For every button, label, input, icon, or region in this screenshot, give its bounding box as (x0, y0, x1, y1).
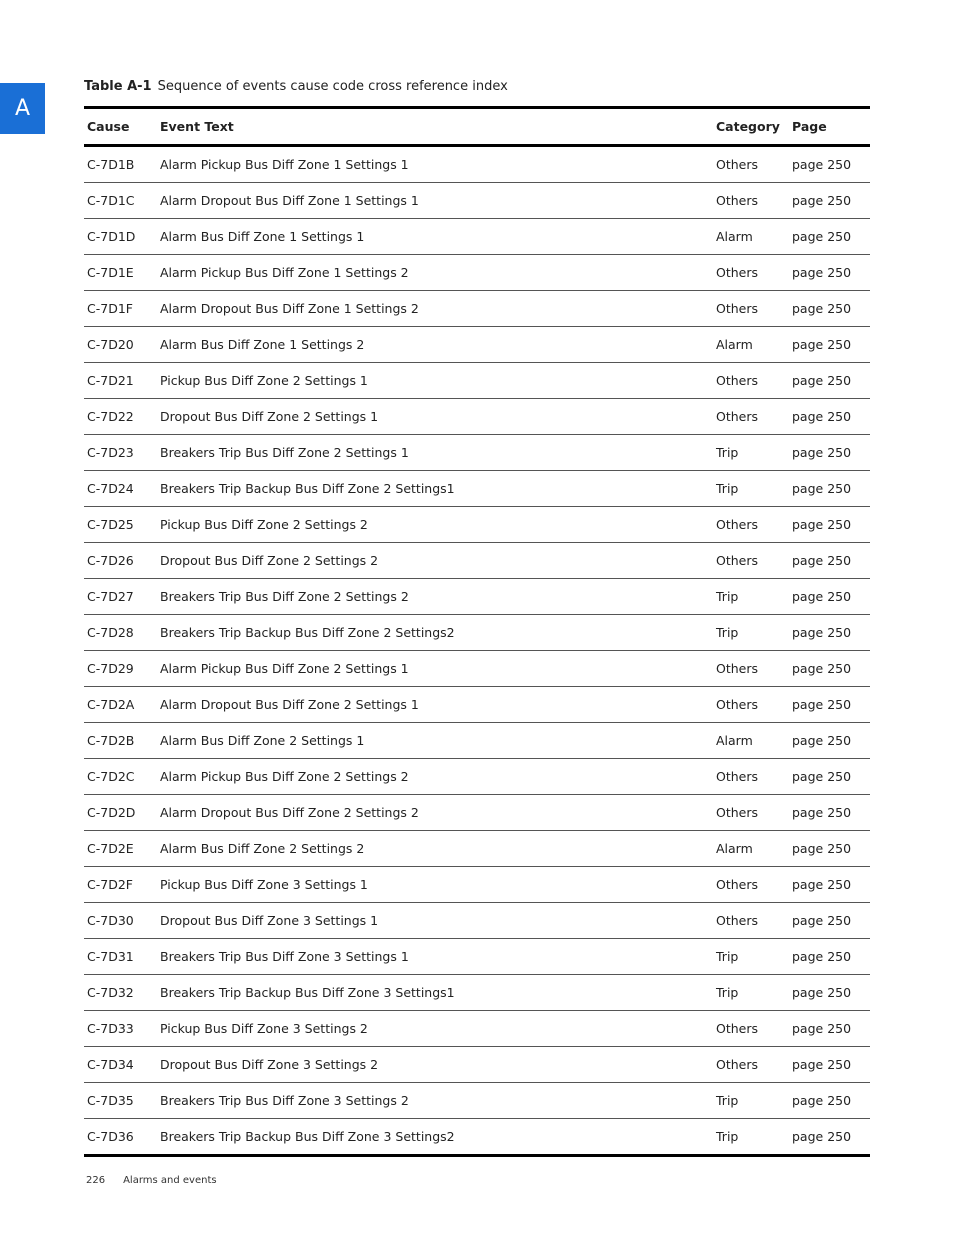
cell-page: page 250 (792, 265, 852, 280)
cell-page: page 250 (792, 409, 852, 424)
cell-category: Others (716, 157, 759, 172)
cell-event-text: Alarm Dropout Bus Diff Zone 1 Settings 1 (160, 193, 419, 208)
cell-cause: C-7D30 (87, 913, 134, 928)
cell-page: page 250 (792, 373, 852, 388)
cell-event-text: Alarm Bus Diff Zone 1 Settings 2 (160, 337, 365, 352)
cell-cause: C-7D32 (87, 985, 134, 1000)
cell-cause: C-7D23 (87, 445, 134, 460)
cell-cause: C-7D2A (87, 697, 135, 712)
cell-page: page 250 (792, 985, 852, 1000)
cell-page: page 250 (792, 877, 852, 892)
cell-category: Alarm (716, 229, 753, 244)
cell-category: Trip (716, 949, 739, 964)
table-row (84, 723, 870, 759)
table-row (84, 327, 870, 363)
cell-page: page 250 (792, 589, 852, 604)
cell-category: Others (716, 265, 759, 280)
cell-event-text: Breakers Trip Bus Diff Zone 3 Settings 2 (160, 1093, 409, 1108)
cell-category: Trip (716, 1129, 739, 1144)
cell-page: page 250 (792, 301, 852, 316)
cell-cause: C-7D2B (87, 733, 135, 748)
cell-event-text: Dropout Bus Diff Zone 3 Settings 1 (160, 913, 379, 928)
cell-event-text: Breakers Trip Bus Diff Zone 3 Settings 1 (160, 949, 409, 964)
cell-page: page 250 (792, 697, 852, 712)
header-cause: Cause (87, 119, 130, 134)
cell-category: Others (716, 877, 759, 892)
table-caption-label: Table A-1 (84, 79, 152, 94)
cell-category: Trip (716, 625, 739, 640)
cell-event-text: Alarm Pickup Bus Diff Zone 1 Settings 2 (160, 265, 409, 280)
cell-cause: C-7D31 (87, 949, 134, 964)
table-row (84, 831, 870, 867)
cell-event-text: Dropout Bus Diff Zone 2 Settings 2 (160, 553, 379, 568)
cell-event-text: Alarm Pickup Bus Diff Zone 2 Settings 1 (160, 661, 409, 676)
table-row (84, 579, 870, 615)
cell-page: page 250 (792, 949, 852, 964)
footer-section-title: Alarms and events (123, 1175, 217, 1186)
cell-page: page 250 (792, 445, 852, 460)
cell-cause: C-7D33 (87, 1021, 134, 1036)
cell-cause: C-7D36 (87, 1129, 134, 1144)
footer-page-number: 226 (86, 1175, 106, 1186)
cell-event-text: Pickup Bus Diff Zone 3 Settings 1 (160, 877, 368, 892)
table-row (84, 291, 870, 327)
cell-cause: C-7D35 (87, 1093, 134, 1108)
cell-category: Others (716, 697, 759, 712)
cell-event-text: Alarm Pickup Bus Diff Zone 2 Settings 2 (160, 769, 409, 784)
table-caption (84, 79, 508, 94)
table-row (84, 795, 870, 831)
cell-page: page 250 (792, 517, 852, 532)
cell-cause: C-7D27 (87, 589, 134, 604)
cell-page: page 250 (792, 1057, 852, 1072)
cell-page: page 250 (792, 805, 852, 820)
cell-page: page 250 (792, 913, 852, 928)
cell-category: Trip (716, 589, 739, 604)
cell-cause: C-7D1B (87, 157, 135, 172)
cell-event-text: Alarm Dropout Bus Diff Zone 2 Settings 1 (160, 697, 419, 712)
cell-event-text: Alarm Dropout Bus Diff Zone 2 Settings 2 (160, 805, 419, 820)
table-row (84, 651, 870, 687)
cell-category: Others (716, 913, 759, 928)
table-row (84, 219, 870, 255)
header-category: Category (716, 119, 780, 134)
cell-category: Others (716, 301, 759, 316)
cell-category: Others (716, 661, 759, 676)
cell-cause: C-7D28 (87, 625, 134, 640)
table-row (84, 903, 870, 939)
table-row (84, 183, 870, 219)
cell-page: page 250 (792, 625, 852, 640)
cell-event-text: Dropout Bus Diff Zone 2 Settings 1 (160, 409, 379, 424)
cell-category: Others (716, 1057, 759, 1072)
cell-cause: C-7D1F (87, 301, 133, 316)
cell-cause: C-7D21 (87, 373, 134, 388)
cell-event-text: Pickup Bus Diff Zone 3 Settings 2 (160, 1021, 368, 1036)
table-row (84, 543, 870, 579)
cell-cause: C-7D2D (87, 805, 136, 820)
cell-page: page 250 (792, 841, 852, 856)
table-row (84, 939, 870, 975)
cell-cause: C-7D2C (87, 769, 135, 784)
cell-event-text: Alarm Bus Diff Zone 1 Settings 1 (160, 229, 365, 244)
table-row (84, 687, 870, 723)
table-row (84, 147, 870, 183)
table-row (84, 1047, 870, 1083)
cell-category: Trip (716, 985, 739, 1000)
table-caption-text: Sequence of events cause code cross reference index (157, 79, 508, 94)
cell-event-text: Alarm Dropout Bus Diff Zone 1 Settings 2 (160, 301, 419, 316)
cell-cause: C-7D20 (87, 337, 134, 352)
cell-category: Others (716, 193, 759, 208)
cell-cause: C-7D2F (87, 877, 133, 892)
table-row (84, 471, 870, 507)
cell-event-text: Breakers Trip Backup Bus Diff Zone 3 Settings2 (160, 1129, 455, 1144)
table-header-row (84, 109, 870, 147)
cell-page: page 250 (792, 193, 852, 208)
cell-category: Trip (716, 445, 739, 460)
cell-event-text: Breakers Trip Bus Diff Zone 2 Settings 1 (160, 445, 409, 460)
cell-category: Others (716, 769, 759, 784)
cell-event-text: Dropout Bus Diff Zone 3 Settings 2 (160, 1057, 379, 1072)
header-event-text: Event Text (160, 119, 234, 134)
cell-page: page 250 (792, 337, 852, 352)
cell-event-text: Pickup Bus Diff Zone 2 Settings 2 (160, 517, 368, 532)
cell-event-text: Alarm Pickup Bus Diff Zone 1 Settings 1 (160, 157, 409, 172)
cell-category: Others (716, 805, 759, 820)
cell-cause: C-7D22 (87, 409, 134, 424)
table-row (84, 435, 870, 471)
cell-cause: C-7D1D (87, 229, 136, 244)
cell-page: page 250 (792, 1021, 852, 1036)
cell-category: Trip (716, 1093, 739, 1108)
cell-category: Alarm (716, 841, 753, 856)
table-row (84, 975, 870, 1011)
cell-event-text: Breakers Trip Bus Diff Zone 2 Settings 2 (160, 589, 409, 604)
cause-code-table (84, 106, 870, 1157)
cell-page: page 250 (792, 661, 852, 676)
cell-page: page 250 (792, 1129, 852, 1144)
appendix-tab (0, 83, 45, 134)
cell-event-text: Pickup Bus Diff Zone 2 Settings 1 (160, 373, 368, 388)
table-row (84, 507, 870, 543)
cell-cause: C-7D24 (87, 481, 134, 496)
cell-page: page 250 (792, 229, 852, 244)
table-row (84, 1119, 870, 1154)
cell-cause: C-7D1E (87, 265, 134, 280)
cell-event-text: Alarm Bus Diff Zone 2 Settings 1 (160, 733, 365, 748)
cell-event-text: Alarm Bus Diff Zone 2 Settings 2 (160, 841, 365, 856)
cell-category: Others (716, 373, 759, 388)
table-row (84, 615, 870, 651)
table-row (84, 363, 870, 399)
cell-event-text: Breakers Trip Backup Bus Diff Zone 2 Settings1 (160, 481, 455, 496)
table-row (84, 399, 870, 435)
cell-category: Alarm (716, 337, 753, 352)
cell-category: Others (716, 553, 759, 568)
table-body (84, 147, 870, 1154)
header-page: Page (792, 119, 827, 134)
cell-category: Trip (716, 481, 739, 496)
cell-event-text: Breakers Trip Backup Bus Diff Zone 2 Settings2 (160, 625, 455, 640)
cell-page: page 250 (792, 1093, 852, 1108)
table-row (84, 255, 870, 291)
cell-page: page 250 (792, 481, 852, 496)
cell-page: page 250 (792, 733, 852, 748)
cell-cause: C-7D26 (87, 553, 134, 568)
cell-cause: C-7D2E (87, 841, 134, 856)
cell-event-text: Breakers Trip Backup Bus Diff Zone 3 Settings1 (160, 985, 455, 1000)
page-footer (86, 1175, 217, 1186)
cell-category: Others (716, 1021, 759, 1036)
cell-cause: C-7D34 (87, 1057, 134, 1072)
cell-category: Alarm (716, 733, 753, 748)
cell-cause: C-7D25 (87, 517, 134, 532)
cell-cause: C-7D1C (87, 193, 135, 208)
cell-category: Others (716, 409, 759, 424)
table-row (84, 1083, 870, 1119)
cell-page: page 250 (792, 553, 852, 568)
cell-category: Others (716, 517, 759, 532)
table-row (84, 1011, 870, 1047)
cell-page: page 250 (792, 769, 852, 784)
table-row (84, 759, 870, 795)
cell-page: page 250 (792, 157, 852, 172)
appendix-tab-letter: A (14, 96, 31, 121)
cell-cause: C-7D29 (87, 661, 134, 676)
table-row (84, 867, 870, 903)
